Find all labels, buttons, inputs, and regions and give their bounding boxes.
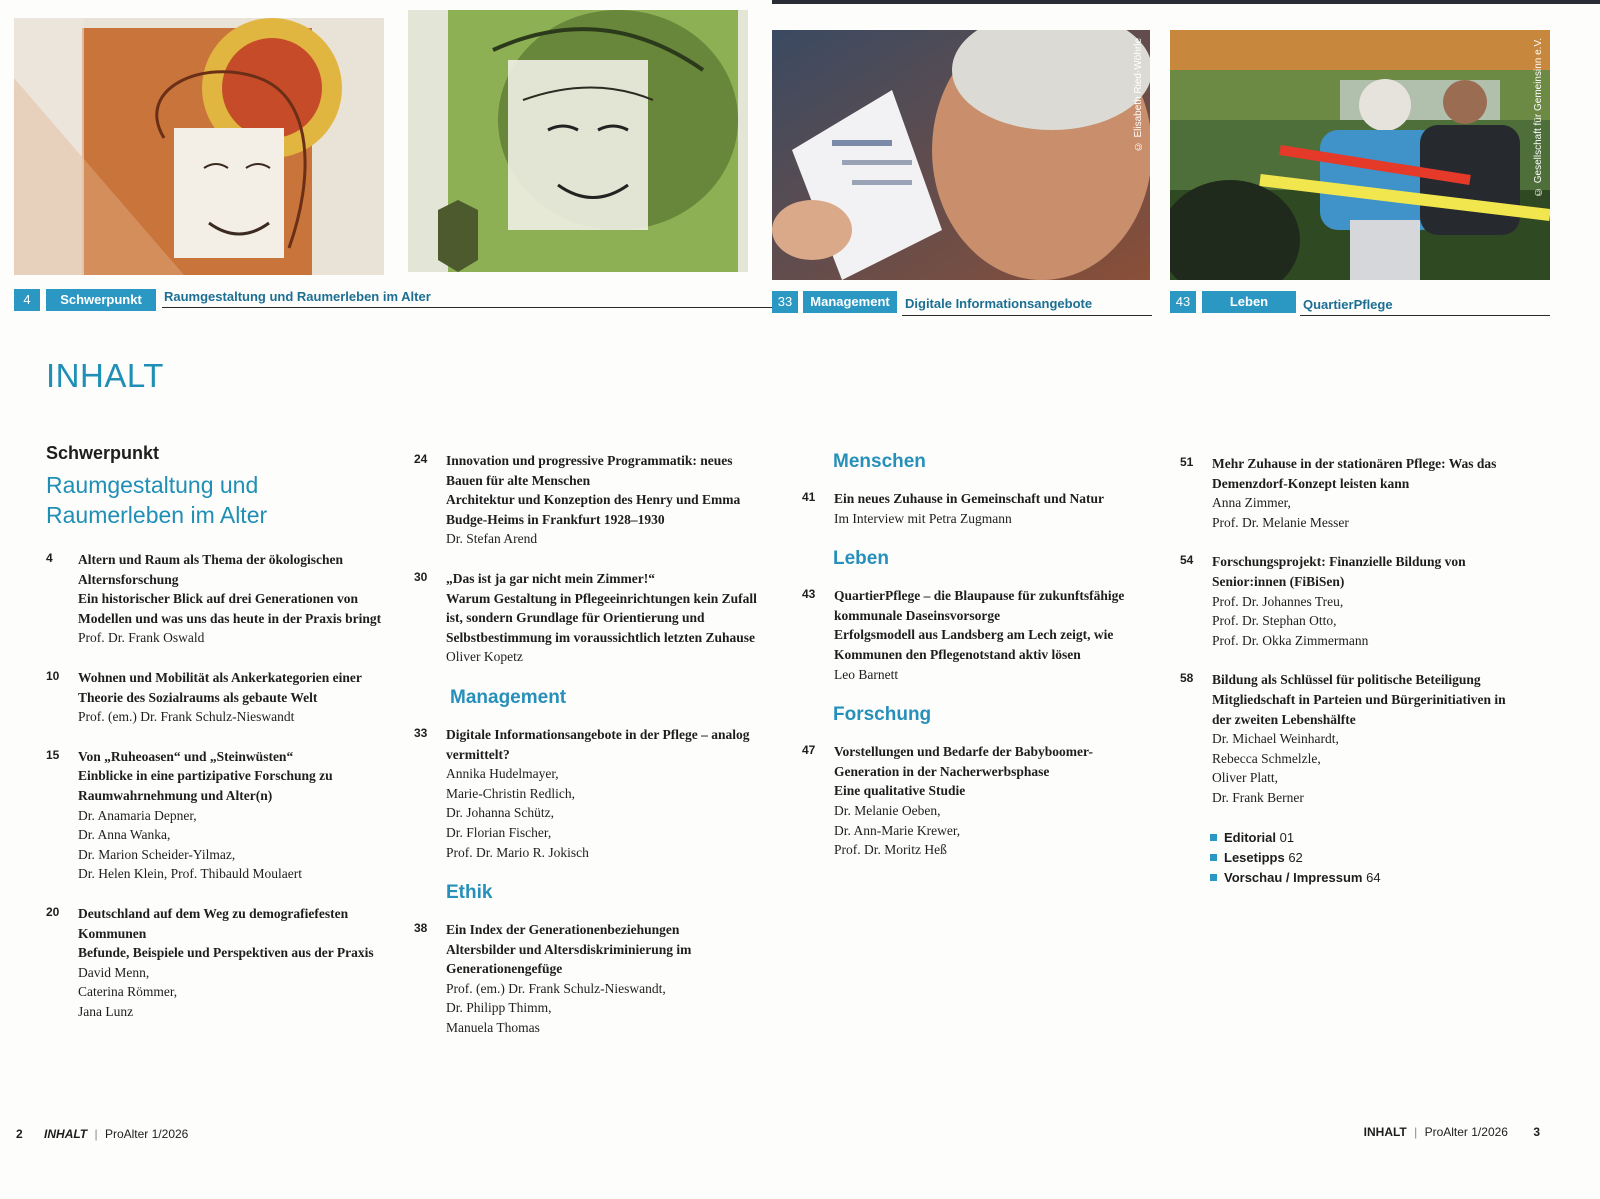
footer-left — [16, 1127, 188, 1141]
toc-entry[interactable] — [46, 550, 391, 648]
bar-section-tag: Management — [803, 291, 897, 313]
toc-entry[interactable] — [46, 668, 391, 727]
toc-entry[interactable] — [414, 725, 769, 862]
focus-kicker: Schwerpunkt — [46, 443, 160, 463]
footer-section: INHALT — [44, 1127, 88, 1141]
bar-underline — [162, 307, 772, 308]
page-heading: INHALT — [46, 357, 164, 394]
bar-section-tag: Leben — [1202, 291, 1296, 313]
footer-separator: | — [1414, 1125, 1418, 1139]
footer-right — [1364, 1125, 1540, 1139]
toc-list — [414, 451, 769, 667]
bar-page-number: 33 — [772, 291, 798, 313]
toc-author: Dr. Marion Scheider-Yilmaz, — [78, 846, 236, 862]
toc-subtitle: Befunde, Beispiele und Perspektiven aus der Praxis — [78, 945, 374, 961]
toc-title: Ein Index der Generationenbeziehungen — [446, 922, 680, 938]
toc-author: Prof. Dr. Moritz Heß — [834, 842, 947, 858]
toc-page-number: 51 — [1180, 455, 1194, 469]
toc-author: Dr. Michael Weinhardt, — [1212, 731, 1339, 747]
toc-column-1 — [46, 443, 391, 1041]
illustration-green-portrait — [408, 10, 748, 272]
photo-credit: © Gesellschaft für Gemeinsinn e.V. — [1533, 38, 1544, 198]
misc-page-number: 64 — [1366, 869, 1381, 885]
toc-author: Oliver Platt, — [1212, 770, 1278, 786]
toc-column-2 — [414, 451, 769, 1058]
toc-author: Dr. Anna Wanka, — [78, 827, 171, 843]
toc-author: Dr. Florian Fischer, — [446, 824, 552, 840]
toc-author: Manuela Thomas — [446, 1020, 540, 1036]
toc-column-3 — [802, 451, 1147, 880]
toc-author: Prof. Dr. Melanie Messer — [1212, 514, 1349, 530]
toc-subtitle: Altersbilder und Altersdiskriminierung im Generationengefüge — [446, 941, 692, 977]
toc-page-number: 54 — [1180, 553, 1194, 568]
misc-page-number: 01 — [1279, 829, 1295, 845]
focus-title-line-1: Raumgestaltung und — [46, 472, 259, 498]
toc-list — [414, 725, 769, 862]
page-gutter — [772, 0, 1600, 4]
toc-author: Prof. Dr. Frank Oswald — [78, 630, 205, 646]
toc-page-number: 58 — [1180, 671, 1194, 686]
toc-title: Bildung als Schlüssel für politische Beteiligung — [1212, 672, 1481, 688]
photo-seniors-exercise-band — [1170, 30, 1550, 280]
toc-title: QuartierPflege – die Blaupause für zukunftsfähige kommunale Daseinsvorsorge — [834, 588, 1125, 623]
footer-page-number: 2 — [16, 1127, 23, 1141]
toc-author: Im Interview mit Petra Zugmann — [834, 510, 1012, 526]
bullet-square-icon — [1210, 834, 1217, 841]
toc-entry[interactable] — [802, 489, 1147, 528]
bar-page-number: 4 — [14, 289, 40, 311]
toc-author: Prof. Dr. Mario R. Jokisch — [446, 844, 589, 860]
toc-author: Prof. Dr. Okka Zimmermann — [1212, 632, 1369, 648]
section-heading-menschen: Menschen — [833, 451, 926, 472]
misc-label: Editorial — [1224, 829, 1277, 845]
misc-page-number: 62 — [1288, 849, 1303, 865]
footer-section: INHALT — [1363, 1125, 1407, 1139]
toc-entry[interactable] — [802, 586, 1147, 684]
toc-title: Altern und Raum als Thema der ökologischen Alternsforschung — [78, 552, 344, 587]
bar-underline — [1300, 315, 1550, 316]
toc-page-number: 33 — [414, 725, 428, 740]
misc-link[interactable] — [1210, 828, 1525, 848]
toc-author: Prof. Dr. Stephan Otto, — [1212, 613, 1337, 629]
toc-page-number: 30 — [414, 569, 428, 584]
footer-separator: | — [94, 1127, 98, 1141]
section-heading-leben: Leben — [833, 548, 889, 570]
toc-author: Prof. Dr. Johannes Treu, — [1212, 593, 1344, 609]
toc-subtitle: Einblicke in eine partizipative Forschung zu Raumwahrnehmung und Alter(n) — [78, 768, 333, 803]
toc-author: David Menn, — [78, 964, 150, 980]
misc-links — [1210, 828, 1525, 888]
toc-entry[interactable] — [802, 742, 1147, 860]
toc-page-number: 43 — [802, 587, 816, 602]
toc-list — [802, 586, 1147, 684]
section-heading-forschung: Forschung — [833, 704, 932, 726]
photo-woman-reading-brochure — [772, 30, 1150, 280]
toc-author: Dr. Johanna Schütz, — [446, 805, 554, 821]
footer-magazine: ProAlter 1/2026 — [1424, 1125, 1508, 1139]
toc-title: Deutschland auf dem Weg zu demografiefesten Kommunen — [78, 905, 349, 941]
bar-page-number: 43 — [1170, 291, 1196, 313]
toc-page-number: 10 — [46, 668, 60, 683]
toc-author: Dr. Philipp Thimm, — [446, 1000, 552, 1016]
toc-title: Forschungsprojekt: Finanzielle Bildung von Senior:innen (FiBiSen) — [1212, 554, 1466, 589]
toc-author: Dr. Helen Klein, Prof. Thibauld Moulaert — [78, 866, 302, 882]
toc-page-number: 15 — [46, 747, 60, 762]
misc-label: Vorschau / Impressum — [1224, 869, 1363, 885]
toc-page-number: 24 — [414, 452, 428, 466]
toc-author: Dr. Anamaria Depner, — [78, 807, 197, 823]
toc-list — [46, 550, 391, 1021]
toc-page-number: 20 — [46, 904, 60, 919]
toc-entry[interactable] — [46, 904, 391, 1022]
toc-subtitle: Eine qualitative Studie — [834, 783, 966, 799]
toc-entry[interactable] — [1180, 552, 1525, 650]
bar-title: Raumgestaltung und Raumerleben im Alter — [164, 289, 431, 304]
toc-page-number: 41 — [802, 490, 816, 504]
focus-title — [46, 470, 391, 530]
section-heading-management: Management — [450, 686, 567, 708]
toc-author: Leo Barnett — [834, 666, 899, 682]
toc-entry[interactable] — [46, 747, 391, 884]
toc-page-number: 4 — [46, 551, 53, 565]
toc-author: Annika Hudelmayer, — [446, 766, 559, 782]
toc-subtitle: Ein historischer Blick auf drei Generationen von Modellen und was uns das heute in der Praxis bringt — [78, 591, 382, 626]
photo-credit: © Elisabeth Ried-Wöhrle — [1133, 38, 1144, 152]
illustration-orange-portrait — [14, 18, 384, 275]
toc-list — [1180, 454, 1525, 808]
toc-author: Marie-Christin Redlich, — [446, 785, 575, 801]
toc-title: Digitale Informationsangebote in der Pflege – analog vermittelt? — [446, 726, 750, 762]
toc-author: Prof. (em.) Dr. Frank Schulz-Nieswandt — [78, 709, 295, 725]
bar-title: Digitale Informationsangebote — [905, 296, 1093, 311]
toc-author: Prof. (em.) Dr. Frank Schulz-Nieswandt, — [446, 980, 666, 996]
toc-entry[interactable] — [1180, 670, 1525, 807]
toc-entry[interactable] — [414, 920, 769, 1038]
toc-subtitle: Architektur und Konzeption des Henry und Emma Budge-Heims in Frankfurt 1928–1930 — [446, 492, 741, 527]
toc-entry[interactable] — [414, 451, 769, 549]
bullet-square-icon — [1210, 874, 1217, 881]
toc-title: Ein neues Zuhause in Gemeinschaft und Natur — [834, 491, 1105, 506]
toc-subtitle: Mitgliedschaft in Parteien und Bürgerinitiativen in der zweiten Lebenshälfte — [1212, 691, 1506, 727]
bar-section-tag: Schwerpunkt — [46, 289, 156, 311]
misc-label: Lesetipps — [1224, 849, 1285, 865]
toc-title: Vorstellungen und Bedarfe der Babyboomer-Generation in der Nacherwerbsphase — [834, 744, 1094, 779]
bar-title: QuartierPflege — [1303, 297, 1393, 312]
toc-list — [414, 920, 769, 1038]
toc-title: Mehr Zuhause in der stationären Pflege: Was das Demenzdorf-Konzept leisten kann — [1212, 456, 1497, 491]
footer-magazine: ProAlter 1/2026 — [104, 1127, 189, 1141]
toc-author: Dr. Melanie Oeben, — [834, 802, 941, 818]
toc-entry[interactable] — [1180, 454, 1525, 532]
section-heading-ethik: Ethik — [446, 882, 493, 904]
toc-subtitle: Erfolgsmodell aus Landsberg am Lech zeigt, wie Kommunen den Pflegenotstand aktiv lösen — [834, 627, 1114, 662]
toc-title: Wohnen und Mobilität als Ankerkategorien einer Theorie des Sozialraums als gebaute Welt — [78, 669, 362, 705]
toc-title: Innovation und progressive Programmatik: neues Bauen für alte Menschen — [446, 453, 733, 488]
toc-column-4 — [1180, 454, 1525, 888]
bar-underline — [902, 315, 1152, 316]
toc-list — [802, 489, 1147, 528]
toc-page-number: 47 — [802, 743, 816, 758]
toc-author: Rebecca Schmelzle, — [1212, 750, 1321, 766]
toc-entry[interactable] — [414, 569, 769, 667]
footer-page-number: 3 — [1533, 1125, 1540, 1139]
misc-link[interactable] — [1210, 848, 1525, 868]
toc-author: Oliver Kopetz — [446, 649, 523, 665]
misc-link[interactable] — [1210, 868, 1525, 888]
toc-author: Dr. Stefan Arend — [446, 531, 538, 547]
toc-page-number: 38 — [414, 921, 428, 936]
toc-list — [802, 742, 1147, 860]
toc-subtitle: Warum Gestaltung in Pflegeeinrichtungen kein Zufall ist, sondern Grundlage für Orientierung und Selbstbestimmung im voraussichtlich letzten Zuhause — [446, 590, 757, 645]
focus-title-line-2: Raumerleben im Alter — [46, 502, 268, 528]
toc-title: „Das ist ja gar nicht mein Zimmer!“ — [446, 570, 655, 586]
toc-author: Dr. Frank Berner — [1212, 789, 1304, 805]
toc-author: Jana Lunz — [78, 1003, 134, 1019]
toc-title: Von „Ruheoasen“ und „Steinwüsten“ — [78, 748, 294, 764]
toc-author: Anna Zimmer, — [1212, 495, 1291, 511]
toc-author: Dr. Ann-Marie Krewer, — [834, 822, 961, 838]
bullet-square-icon — [1210, 854, 1217, 861]
toc-author: Caterina Römmer, — [78, 984, 178, 1000]
